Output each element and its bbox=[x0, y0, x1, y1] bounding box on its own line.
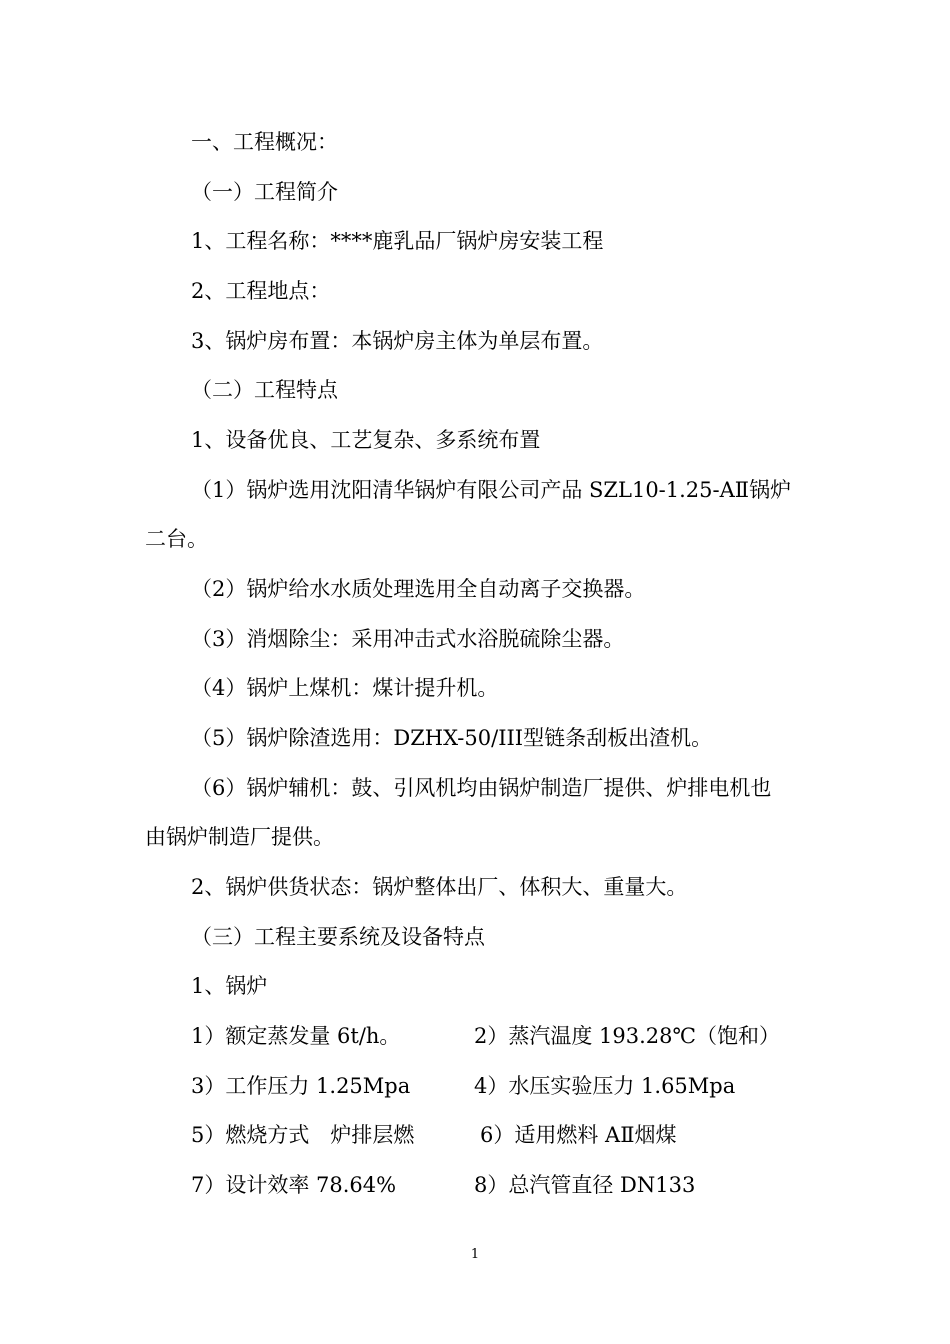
section-heading: 一、工程概况： bbox=[191, 130, 338, 154]
paragraph: （2）锅炉给水水质处理选用全自动离子交换器。 bbox=[191, 577, 646, 601]
page-number: 1 bbox=[470, 1247, 480, 1262]
subsection-heading: （二）工程特点 bbox=[191, 378, 338, 402]
subsection-heading: （一）工程简介 bbox=[191, 180, 338, 204]
paragraph: 1、锅炉 bbox=[191, 974, 268, 998]
paragraph: （4）锅炉上煤机：煤计提升机。 bbox=[191, 676, 499, 700]
paragraph: （5）锅炉除渣选用：DZHX-50/III型链条刮板出渣机。 bbox=[191, 726, 713, 750]
spec-item: 8）总汽管直径 DN133 bbox=[474, 1173, 696, 1197]
spec-item: 5）燃烧方式 炉排层燃 bbox=[191, 1123, 415, 1147]
spec-item: 4）水压实验压力 1.65Mpa bbox=[474, 1074, 736, 1098]
spec-item: 3）工作压力 1.25Mpa bbox=[191, 1074, 411, 1098]
spec-item: 6）适用燃料 AⅡ烟煤 bbox=[480, 1123, 677, 1147]
paragraph: （6）锅炉辅机：鼓、引风机均由锅炉制造厂提供、炉排电机也 bbox=[191, 776, 772, 800]
paragraph-continuation: 二台。 bbox=[145, 527, 208, 551]
paragraph-continuation: 由锅炉制造厂提供。 bbox=[145, 825, 334, 849]
paragraph: 2、工程地点： bbox=[191, 279, 331, 303]
paragraph: 1、工程名称：****鹿乳品厂锅炉房安装工程 bbox=[191, 229, 604, 253]
paragraph: （3）消烟除尘：采用冲击式水浴脱硫除尘器。 bbox=[191, 627, 625, 651]
subsection-heading: （三）工程主要系统及设备特点 bbox=[191, 925, 485, 949]
spec-item: 7）设计效率 78.64% bbox=[191, 1173, 397, 1197]
paragraph: 1、设备优良、工艺复杂、多系统布置 bbox=[191, 428, 541, 452]
spec-item: 2）蒸汽温度 193.28℃（饱和） bbox=[474, 1024, 781, 1048]
paragraph: 2、锅炉供货状态：锅炉整体出厂、体积大、重量大。 bbox=[191, 875, 688, 899]
paragraph: 3、锅炉房布置：本锅炉房主体为单层布置。 bbox=[191, 329, 604, 353]
paragraph: （1）锅炉选用沈阳清华锅炉有限公司产品 SZL10-1.25-AⅡ锅炉 bbox=[191, 478, 792, 502]
spec-item: 1）额定蒸发量 6t/h。 bbox=[191, 1024, 401, 1048]
